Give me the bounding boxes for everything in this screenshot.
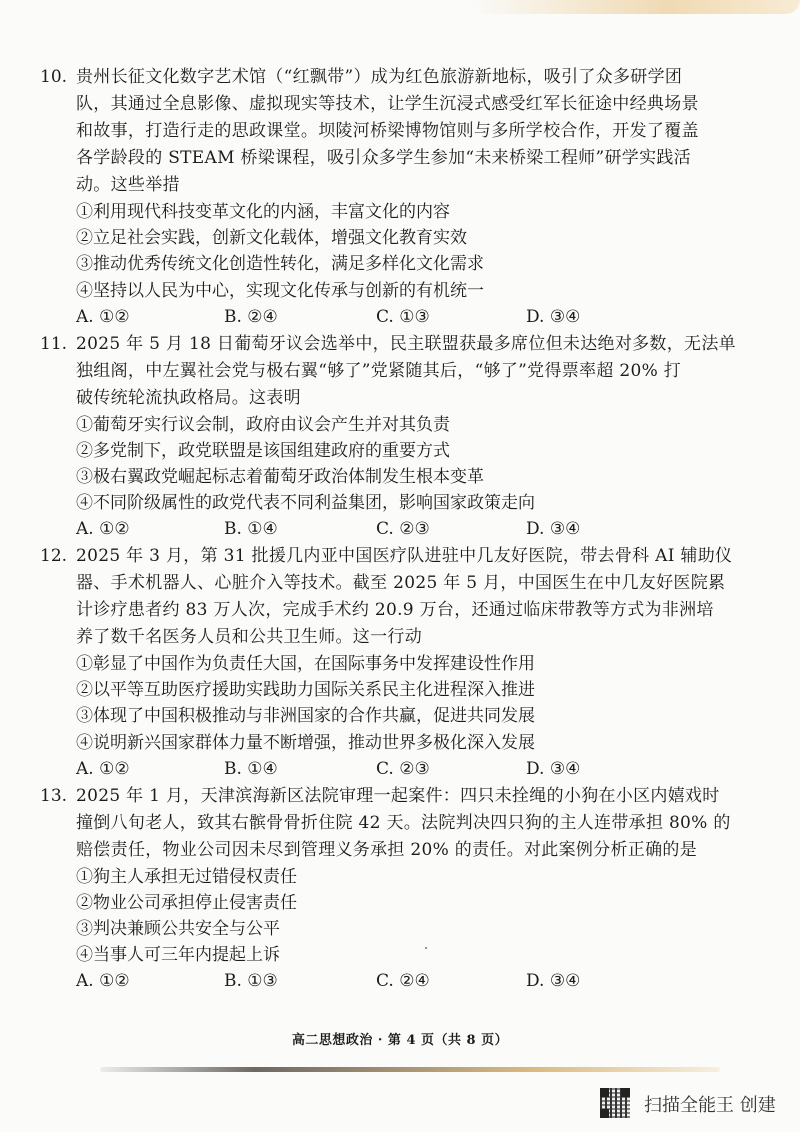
statement-option: ①彰显了中国作为负责任大国，在国际事务中发挥建设性作用 <box>76 654 535 674</box>
statement-option: ①葡萄牙实行议会制，政府由议会产生并对其负责 <box>76 414 450 435</box>
watermark-text: 扫描全能王 创建 <box>644 1095 776 1116</box>
answer-choice-a[interactable]: A. ①② <box>76 306 130 327</box>
statement-option: ②多党制下，政党联盟是该国组建政府的重要方式 <box>76 440 450 461</box>
answer-choice-c[interactable]: C. ②④ <box>376 971 430 992</box>
question-number: 11. <box>40 333 68 354</box>
question-text-line: 赔偿责任，物业公司因未尽到管理义务承担 20% 的责任。对此案例分析正确的是 <box>76 839 697 860</box>
question-number: 12. <box>40 546 68 566</box>
statement-option: ③推动优秀传统文化创造性转化，满足多样化文化需求 <box>76 254 484 275</box>
answer-choice-d[interactable]: D. ③④ <box>526 519 581 540</box>
statement-option: ②立足社会实践，创新文化载体，增强文化教育实效 <box>76 228 467 249</box>
question-number: 10. <box>40 67 68 87</box>
question-text-line: 各学龄段的 STEAM 桥梁课程，吸引众多学生参加“未来桥梁工程师”研学实践活 <box>76 148 691 168</box>
statement-option: ④坚持以人民为中心，实现文化传承与创新的有机统一 <box>76 280 484 301</box>
page-footer: 高二思想政治 · 第 4 页（共 8 页） <box>291 1033 509 1048</box>
statement-option: ③判决兼顾公共安全与公平 <box>76 918 280 939</box>
answer-choice-a[interactable]: A. ①② <box>76 519 130 540</box>
question-text-line: 2025 年 1 月，天津滨海新区法院审理一起案件：四只未拴绳的小狗在小区内嬉戏时 <box>76 785 720 806</box>
statement-option: ③极右翼政党崛起标志着葡萄牙政治体制发生根本变革 <box>76 466 484 487</box>
answer-choice-b[interactable]: B. ①④ <box>224 758 278 779</box>
question-number: 13. <box>40 785 68 806</box>
answer-choice-c[interactable]: C. ②③ <box>376 758 430 779</box>
question-text-line: 计诊疗患者约 83 万人次，完成手术约 20.9 万台，还通过临床带教等方式为非洲培 <box>76 600 714 620</box>
question-text-line: 破传统轮流执政格局。这表明 <box>76 387 301 408</box>
answer-choice-a[interactable]: A. ①② <box>76 758 130 779</box>
answer-choice-d[interactable]: D. ③④ <box>526 306 581 327</box>
statement-option: ④说明新兴国家群体力量不断增强，推动世界多极化深入发展 <box>76 732 535 753</box>
question-text-line: 独组阁，中左翼社会党与极右翼“够了”党紧随其后，“够了”党得票率超 20% 打 <box>76 360 682 381</box>
answer-choice-c[interactable]: C. ②③ <box>376 519 430 540</box>
answer-choice-d[interactable]: D. ③④ <box>526 971 581 992</box>
answer-choice-b[interactable]: B. ①③ <box>224 971 278 992</box>
scanner-watermark <box>600 1088 790 1118</box>
question-text-line: 2025 年 5 月 18 日葡萄牙议会选举中，民主联盟获最多席位但未达绝对多数，无法单 <box>76 333 736 354</box>
question-text-line: 和故事，打造行走的思政课堂。坝陵河桥梁博物馆则与多所学校合作，开发了覆盖 <box>76 121 699 141</box>
question-text-line: 队，其通过全息影像、虚拟现实等技术，让学生沉浸式感受红军长征途中经典场景 <box>76 94 699 114</box>
statement-option: ①狗主人承担无过错侵权责任 <box>76 866 297 887</box>
statement-option: ③体现了中国积极推动与非洲国家的合作共赢，促进共同发展 <box>76 706 535 727</box>
scan-edge-line <box>100 1067 720 1072</box>
statement-option: ④当事人可三年内提起上诉 <box>76 945 280 966</box>
scan-speck <box>425 947 427 949</box>
qr-code-icon <box>600 1088 630 1118</box>
statement-option: ④不同阶级属性的政党代表不同利益集团，影响国家政策走向 <box>76 493 535 514</box>
answer-choice-c[interactable]: C. ①③ <box>376 306 430 327</box>
question-text-line: 贵州长征文化数字艺术馆（“红飘带”）成为红色旅游新地标，吸引了众多研学团 <box>76 67 683 87</box>
question-text-line: 撞倒八旬老人，致其右髌骨骨折住院 42 天。法院判决四只狗的主人连带承担 80% 的 <box>76 812 731 833</box>
question-text-line: 器、手术机器人、心脏介入等技术。截至 2025 年 5 月，中国医生在中几友好医院累 <box>76 573 726 593</box>
question-text-line: 动。这些举措 <box>76 175 180 195</box>
statement-option: ②物业公司承担停止侵害责任 <box>76 892 297 913</box>
statement-option: ②以平等互助医疗援助实践助力国际关系民主化进程深入推进 <box>76 680 535 701</box>
statement-option: ①利用现代科技变革文化的内涵，丰富文化的内容 <box>76 202 450 222</box>
answer-choice-b[interactable]: B. ②④ <box>224 306 278 327</box>
answer-choice-a[interactable]: A. ①② <box>76 971 130 992</box>
question-text-line: 2025 年 3 月，第 31 批援几内亚中国医疗队进驻中几友好医院，带去骨科 AI 辅助仪 <box>76 546 733 566</box>
question-text-line: 养了数千名医务人员和公共卫生师。这一行动 <box>76 627 422 647</box>
answer-choice-b[interactable]: B. ①④ <box>224 519 278 540</box>
answer-choice-d[interactable]: D. ③④ <box>526 758 581 779</box>
